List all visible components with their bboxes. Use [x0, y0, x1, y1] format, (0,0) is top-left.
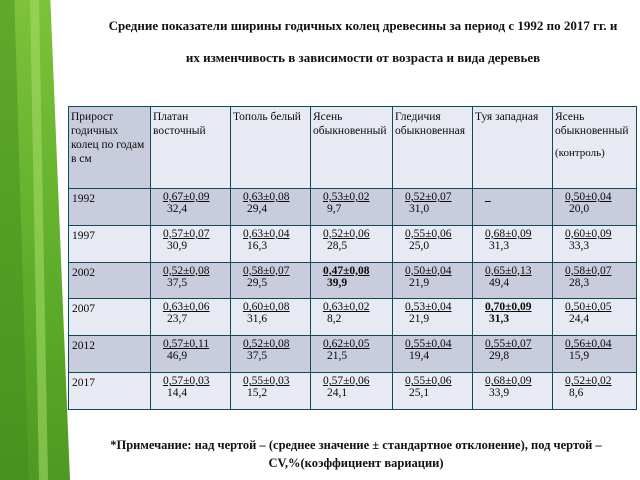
value-cell — [151, 262, 231, 299]
cv-value: 23,7 — [167, 313, 188, 326]
mean-value: 0,60±0,08 — [243, 301, 290, 314]
mean-value: 0,55±0,06 — [405, 227, 452, 240]
value-cell — [553, 336, 637, 373]
mean-value: 0,63±0,06 — [163, 301, 210, 314]
cv-value: 31,6 — [247, 313, 268, 326]
cv-value: 39,9 — [327, 276, 348, 289]
mean-value: 0,57±0,07 — [163, 227, 210, 240]
value-cell — [473, 225, 553, 262]
cv-value: 24,4 — [569, 313, 590, 326]
value-cell — [311, 189, 393, 226]
slide-title: Средние показатели ширины годичных колец древесины за период с 1992 по 2017 гг. и их изменчивость в зависимости от возраста и вида деревьев — [108, 18, 618, 65]
mean-value: 0,52±0,08 — [163, 264, 210, 277]
year-cell: 2017 — [69, 373, 151, 410]
year-cell: 2007 — [69, 299, 151, 336]
mean-value: 0,50±0,04 — [405, 264, 452, 277]
mean-value: 0,63±0,08 — [243, 191, 290, 203]
cv-value: 37,5 — [167, 276, 188, 289]
year-cell: 2002 — [69, 262, 151, 299]
column-header: Ясень обыкновенный (контроль) — [553, 107, 637, 189]
mean-value: 0,50±0,04 — [565, 191, 612, 203]
cv-value: 33,9 — [489, 387, 510, 400]
value-cell — [393, 336, 473, 373]
cv-value: 33,3 — [569, 239, 590, 252]
cv-value: 29,8 — [489, 350, 510, 363]
cv-value: 19,4 — [409, 350, 430, 363]
mean-value: 0,60±0,09 — [565, 227, 612, 240]
mean-value: 0,68±0,09 — [485, 227, 532, 240]
column-header: Гледичия обыкновенная — [393, 107, 473, 189]
value-cell — [231, 336, 311, 373]
table-row — [69, 225, 637, 262]
mean-value: 0,63±0,02 — [323, 301, 370, 314]
cv-value: 28,5 — [327, 239, 348, 252]
value-cell — [231, 225, 311, 262]
cv-value: 25,0 — [409, 239, 430, 252]
cv-value: 25,1 — [409, 387, 430, 400]
value-cell — [231, 189, 311, 226]
cv-value: 29,4 — [247, 203, 268, 215]
column-header: Ясень обыкновенный — [311, 107, 393, 189]
year-cell: 1997 — [69, 225, 151, 262]
cv-value: 31,3 — [489, 313, 510, 326]
cv-value: 16,3 — [247, 239, 268, 252]
ring-width-table — [68, 106, 637, 410]
column-header: Тополь белый — [231, 107, 311, 189]
cv-value: 15,2 — [247, 387, 268, 400]
table-row — [69, 262, 637, 299]
mean-value: 0,55±0,03 — [243, 375, 290, 388]
value-cell — [151, 189, 231, 226]
data-table-frame — [68, 106, 636, 410]
mean-value: 0,58±0,07 — [565, 264, 612, 277]
cv-value: 31,3 — [489, 239, 510, 252]
value-cell — [393, 373, 473, 410]
mean-value: 0,58±0,07 — [243, 264, 290, 277]
value-cell — [553, 189, 637, 226]
footnote: *Примечание: над чертой – (среднее значение ± стандартное отклонение), под чертой – CV,%(коэффициент вариации) — [110, 438, 602, 470]
mean-value: 0,57±0,11 — [163, 338, 210, 351]
value-cell — [151, 225, 231, 262]
cv-value: 15,9 — [569, 350, 590, 363]
cv-value: 21,9 — [409, 313, 430, 326]
cv-value: 14,4 — [167, 387, 188, 400]
value-cell — [311, 336, 393, 373]
value-cell — [311, 373, 393, 410]
column-header: Туя западная — [473, 107, 553, 189]
cv-value: 21,9 — [409, 276, 430, 289]
value-cell — [553, 225, 637, 262]
table-row — [69, 373, 637, 410]
mean-value: 0,55±0,04 — [405, 338, 452, 351]
mean-value: _ — [485, 191, 491, 203]
cv-value: 28,3 — [569, 276, 590, 289]
mean-value: 0,52±0,02 — [565, 375, 612, 388]
cv-value: 21,5 — [327, 350, 348, 363]
value-cell — [151, 336, 231, 373]
value-cell — [473, 189, 553, 226]
mean-value: 0,56±0,04 — [565, 338, 612, 351]
table-row — [69, 189, 637, 226]
mean-value: 0,63±0,04 — [243, 227, 290, 240]
column-header: Платан восточный — [151, 107, 231, 189]
mean-value: 0,70±0,09 — [485, 301, 532, 314]
value-cell — [393, 189, 473, 226]
value-cell — [553, 262, 637, 299]
corner-header: Прирост годичных колец по годам в см — [69, 107, 151, 189]
value-cell — [151, 373, 231, 410]
value-cell — [311, 299, 393, 336]
value-cell — [393, 262, 473, 299]
cv-value: 8,6 — [569, 387, 584, 400]
value-cell — [151, 299, 231, 336]
mean-value: 0,57±0,03 — [163, 375, 210, 388]
value-cell — [311, 262, 393, 299]
cv-value: 30,9 — [167, 239, 188, 252]
cv-value: 24,1 — [327, 387, 348, 400]
value-cell — [553, 373, 637, 410]
mean-value: 0,52±0,07 — [405, 191, 452, 203]
mean-value: 0,50±0,05 — [565, 301, 612, 314]
table-row — [69, 299, 637, 336]
cv-value: 20,0 — [569, 203, 590, 215]
value-cell — [553, 299, 637, 336]
mean-value: 0,68±0,09 — [485, 375, 532, 388]
mean-value: 0,67±0,09 — [163, 191, 210, 203]
value-cell — [473, 299, 553, 336]
mean-value: 0,62±0,05 — [323, 338, 370, 351]
cv-value: 49,4 — [489, 276, 510, 289]
value-cell — [231, 373, 311, 410]
year-cell: 2012 — [69, 336, 151, 373]
value-cell — [393, 299, 473, 336]
mean-value: 0,55±0,06 — [405, 375, 452, 388]
year-cell: 1992 — [69, 189, 151, 226]
mean-value: 0,53±0,02 — [323, 191, 370, 203]
cv-value: 32,4 — [167, 203, 188, 215]
cv-value: 37,5 — [247, 350, 268, 363]
table-row — [69, 336, 637, 373]
mean-value: 0,47±0,08 — [323, 264, 370, 277]
mean-value: 0,52±0,08 — [243, 338, 290, 351]
mean-value: 0,65±0,13 — [485, 264, 532, 277]
value-cell — [473, 262, 553, 299]
value-cell — [393, 225, 473, 262]
cv-value: 8,2 — [327, 313, 342, 326]
cv-value: 9,7 — [327, 203, 342, 215]
value-cell — [231, 299, 311, 336]
mean-value: 0,55±0,07 — [485, 338, 532, 351]
mean-value: 0,53±0,04 — [405, 301, 452, 314]
cv-value: 46,9 — [167, 350, 188, 363]
value-cell — [473, 336, 553, 373]
value-cell — [231, 262, 311, 299]
value-cell — [311, 225, 393, 262]
cv-value: 31,0 — [409, 203, 430, 215]
mean-value: 0,52±0,06 — [323, 227, 370, 240]
cv-value: 29,5 — [247, 276, 268, 289]
value-cell — [473, 373, 553, 410]
mean-value: 0,57±0,06 — [323, 375, 370, 388]
